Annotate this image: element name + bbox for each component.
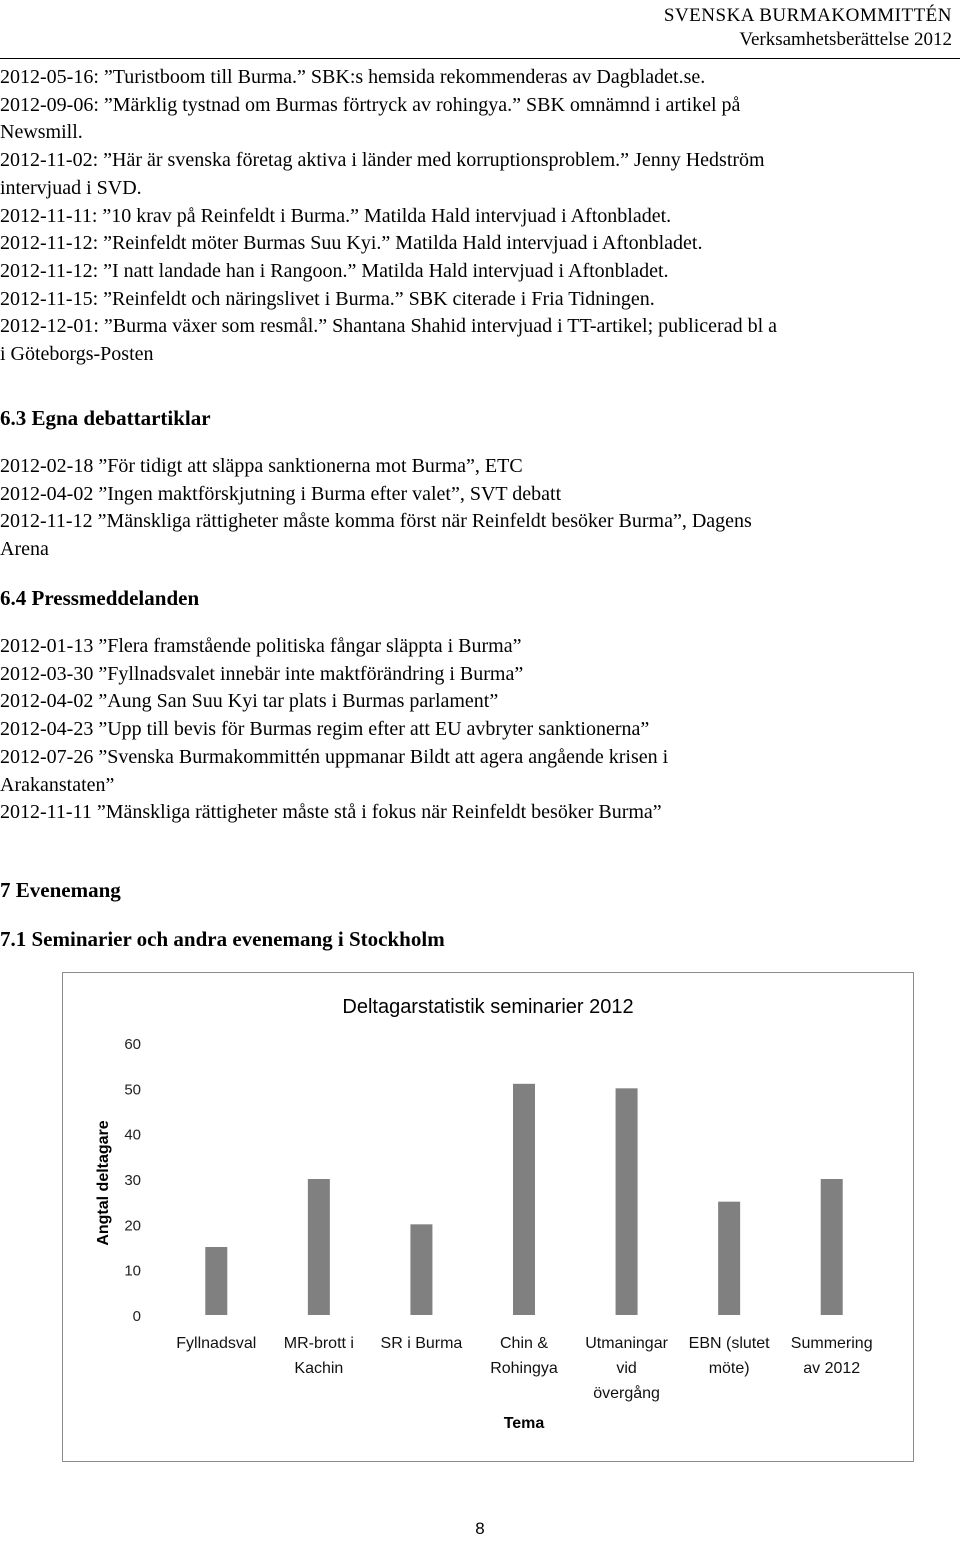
bar-7 <box>821 1179 843 1315</box>
category-label: SR i Burma <box>380 1335 463 1352</box>
header-organization: SVENSKA BURMAKOMMITTÉN <box>663 5 952 26</box>
chart-frame <box>62 972 914 1462</box>
media-mention-line: 2012-11-12: ”I natt landade han i Rangoon.” Matilda Hald intervjuad i Aftonbladet. <box>0 259 669 282</box>
media-mention-line: 2012-12-01: ”Burma växer som resmål.” Shantana Shahid intervjuad i TT-artikel; publicerad bl a <box>0 315 778 338</box>
page-header <box>664 4 952 52</box>
category-label: EBN (slutet <box>688 1335 770 1352</box>
category-label: övergång <box>593 1385 660 1402</box>
x-axis-label: Tema <box>503 1415 545 1432</box>
y-tick-label: 40 <box>124 1126 141 1144</box>
press-release-line: 2012-01-13 ”Flera framstående politiska fångar släppta i Burma” <box>0 635 522 657</box>
category-label: Kachin <box>294 1360 344 1377</box>
y-tick-label: 60 <box>124 1036 141 1053</box>
media-mention-line: 2012-11-02: ”Här är svenska företag aktiva i länder med korruptionsproblem.” Jenny Hedström <box>0 149 765 172</box>
category-label: Summering <box>790 1335 873 1352</box>
media-mention-line: 2012-11-12: ”Reinfeldt möter Burmas Suu Kyi.” Matilda Hald intervjuad i Aftonbladet. <box>0 232 703 255</box>
y-axis-label: Angtal deltagare <box>95 1120 112 1246</box>
bar-5 <box>616 1088 638 1315</box>
category-label: MR-brott i <box>283 1335 354 1352</box>
category-label: av 2012 <box>803 1360 861 1377</box>
category-label: möte) <box>708 1360 750 1377</box>
section-6-4-heading: 6.4 Pressmeddelanden <box>0 586 200 610</box>
header-rule <box>0 58 960 59</box>
category-label: Rohingya <box>490 1360 558 1377</box>
category-label: Utmaningar <box>585 1335 668 1352</box>
y-tick-label: 10 <box>124 1262 141 1280</box>
press-release-line: Arakanstaten” <box>0 773 115 796</box>
section-7-1-heading: 7.1 Seminarier och andra evenemang i Stockholm <box>0 927 445 951</box>
media-mention-line: 2012-09-06: ”Märklig tystnad om Burmas förtryck av rohingya.” SBK omnämnd i artikel på <box>0 93 741 116</box>
y-tick-label: 50 <box>124 1081 141 1099</box>
media-mention-line: 2012-11-11: ”10 krav på Reinfeldt i Burma.” Matilda Hald intervjuad i Aftonbladet. <box>0 204 672 227</box>
press-release-line: 2012-04-02 ”Aung San Suu Kyi tar plats i Burmas parlament” <box>0 690 499 713</box>
page-number: 8 <box>475 1519 485 1538</box>
debate-articles-list <box>0 453 956 564</box>
press-release-line: 2012-04-23 ”Upp till bevis för Burmas regim efter att EU avbryter sanktionerna” <box>0 718 650 741</box>
media-mention-line: 2012-11-15: ”Reinfeldt och näringslivet i Burma.” SBK citerade i Fria Tidningen. <box>0 287 655 310</box>
media-mention-line: i Göteborgs-Posten <box>0 343 154 366</box>
media-mentions-list <box>0 64 956 369</box>
debate-article-line: 2012-11-12 ”Mänskliga rättigheter måste komma först när Reinfeldt besöker Burma”, Dagens <box>0 510 752 533</box>
chart-title: Deltagarstatistik seminarier 2012 <box>342 996 634 1018</box>
bar-6 <box>718 1202 740 1315</box>
category-label: vid <box>616 1360 637 1377</box>
press-release-line: 2012-07-26 ”Svenska Burmakommittén uppmanar Bildt att agera angående krisen i <box>0 745 669 768</box>
section-7-heading: 7 Evenemang <box>0 878 121 902</box>
bar-4 <box>513 1084 535 1315</box>
y-tick-label: 0 <box>132 1308 141 1325</box>
debate-article-line: 2012-02-18 ”För tidigt att släppa sanktionerna mot Burma”, ETC <box>0 455 523 477</box>
debate-article-line: Arena <box>0 538 49 561</box>
category-label: Fyllnadsval <box>176 1335 257 1352</box>
category-label: Chin & <box>499 1335 549 1352</box>
participant-chart <box>63 973 913 1461</box>
media-mention-line: intervjuad i SVD. <box>0 176 142 199</box>
y-tick-label: 20 <box>124 1217 141 1235</box>
debate-article-line: 2012-04-02 ”Ingen maktförskjutning i Burma efter valet”, SVT debatt <box>0 482 562 505</box>
press-release-line: 2012-11-11 ”Mänskliga rättigheter måste stå i fokus när Reinfeldt besöker Burma” <box>0 801 662 824</box>
y-tick-label: 30 <box>124 1172 141 1189</box>
media-mention-line: Newsmill. <box>0 121 83 144</box>
section-6-3-heading: 6.3 Egna debattartiklar <box>0 406 211 430</box>
bar-3 <box>410 1224 432 1315</box>
press-releases-list <box>0 633 956 827</box>
media-mention-line: 2012-05-16: ”Turistboom till Burma.” SBK:s hemsida rekommenderas av Dagbladet.se. <box>0 66 706 88</box>
bar-1 <box>205 1247 227 1315</box>
header-subtitle: Verksamhetsberättelse 2012 <box>739 29 952 50</box>
press-release-line: 2012-03-30 ”Fyllnadsvalet innebär inte maktförändring i Burma” <box>0 662 524 685</box>
bar-2 <box>308 1179 330 1315</box>
